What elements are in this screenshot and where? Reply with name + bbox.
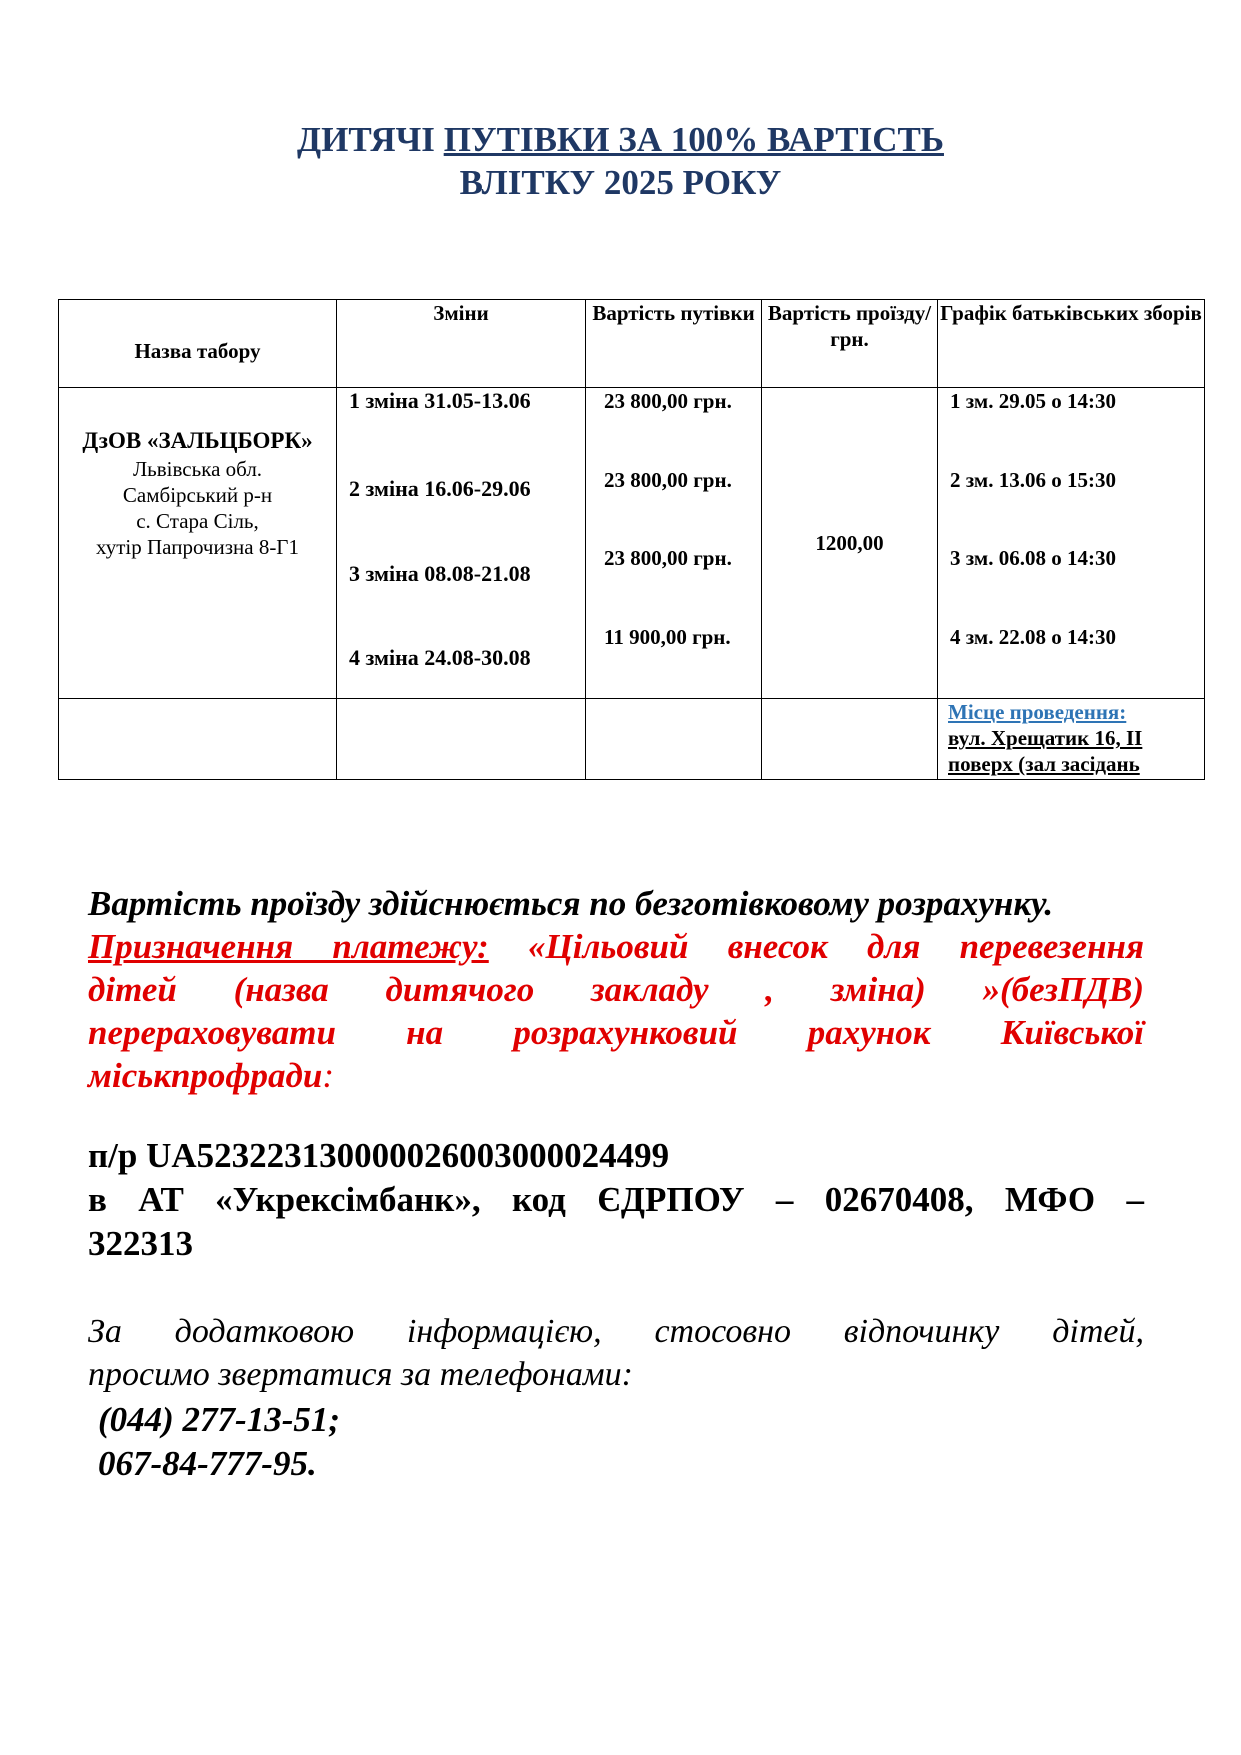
table-row [59, 388, 1205, 699]
phone-number: (044) 277-13-51; [98, 1400, 341, 1439]
travel-note: Вартість проїзду здійснюється по безготівковому розрахунку. [88, 884, 1054, 923]
purpose-line3: перераховувати на розрахунковий рахунок Київської [88, 1013, 1144, 1052]
document-title [0, 118, 1241, 204]
header-schedule [938, 300, 1205, 388]
title-underlined: ПУТІВКИ ЗА 100% ВАРТІСТЬ [443, 120, 944, 159]
bank-line2: в АТ «Укрексімбанк», код ЄДРПОУ – 02670408, МФО – [88, 1180, 1144, 1219]
table-header-row [59, 300, 1205, 388]
price-item: 11 900,00 грн. [604, 625, 731, 649]
purpose-line4-text: міськпрофради [88, 1056, 323, 1095]
title-prefix: ДИТЯЧІ [297, 120, 444, 159]
location-label: Місце проведення: [948, 700, 1127, 724]
camp-table [58, 299, 1205, 780]
shift-item: 1 зміна 31.05-13.06 [349, 388, 531, 413]
camp-region: Львівська обл. [132, 457, 263, 481]
camp-name: ДзОВ «ЗАЛЬЦБОРК» [82, 428, 313, 453]
purpose-line1 [88, 925, 1144, 968]
shifts-cell [337, 388, 586, 699]
info-line2: просимо звертатися за телефонами: [88, 1356, 633, 1393]
header-price [586, 300, 762, 388]
meeting-item: 2 зм. 13.06 о 15:30 [950, 468, 1116, 492]
price-item: 23 800,00 грн. [604, 389, 732, 413]
bank-account: п/р UA523223130000026003000024499 [88, 1136, 670, 1175]
purpose-tail: : [322, 1056, 334, 1095]
bank-details [88, 1134, 1144, 1266]
shift-item: 3 зміна 08.08-21.08 [349, 561, 531, 586]
empty-cell [586, 699, 762, 780]
price-item: 23 800,00 грн. [604, 546, 732, 570]
empty-cell [59, 699, 337, 780]
purpose-line1-rest: «Цільовий внесок для перевезення [488, 927, 1144, 966]
header-travel-label: Вартість проїзду/грн. [767, 301, 932, 351]
phone-number: 067-84-777-95. [98, 1444, 317, 1483]
info-line1: За додатковою інформацією, стосовно відпочинку дітей, [88, 1313, 1144, 1350]
contact-info [88, 1310, 1144, 1396]
title-line2: ВЛІТКУ 2025 РОКУ [459, 163, 782, 202]
camp-address: хутір Папрочизна 8-Г1 [96, 535, 299, 559]
camp-info [59, 388, 337, 699]
header-travel [762, 300, 938, 388]
purpose-label: Призначення платежу: [88, 927, 489, 966]
shift-item: 2 зміна 16.06-29.06 [349, 476, 531, 501]
header-schedule-label: Графік батьківських зборів [940, 301, 1202, 325]
purpose-line2: дітей (назва дитячого закладу , зміна) »(безПДВ) [88, 970, 1144, 1009]
camp-district: Самбірський р-н [122, 483, 273, 507]
prices-cell [586, 388, 762, 699]
header-name: Назва табору [59, 300, 337, 388]
meeting-item: 1 зм. 29.05 о 14:30 [950, 389, 1116, 413]
travel-cost: 1200,00 [762, 388, 938, 699]
header-price-label: Вартість путівки [592, 301, 755, 325]
location-cell [938, 699, 1205, 780]
purpose-line4 [88, 1054, 1144, 1097]
camp-village: с. Стара Сіль, [136, 509, 259, 533]
meeting-item: 3 зм. 06.08 о 14:30 [950, 546, 1116, 570]
phone-list [98, 1398, 340, 1486]
empty-cell [762, 699, 938, 780]
meeting-item: 4 зм. 22.08 о 14:30 [950, 625, 1116, 649]
empty-cell [337, 699, 586, 780]
meetings-cell [938, 388, 1205, 699]
table-row [59, 699, 1205, 780]
shift-item: 4 зміна 24.08-30.08 [349, 645, 531, 670]
price-item: 23 800,00 грн. [604, 468, 732, 492]
location-address: вул. Хрещатик 16, ІІ поверх (зал засідань [948, 726, 1143, 776]
bank-line3: 322313 [88, 1224, 193, 1263]
payment-section [88, 882, 1144, 1097]
header-shifts: Зміни [337, 300, 586, 388]
